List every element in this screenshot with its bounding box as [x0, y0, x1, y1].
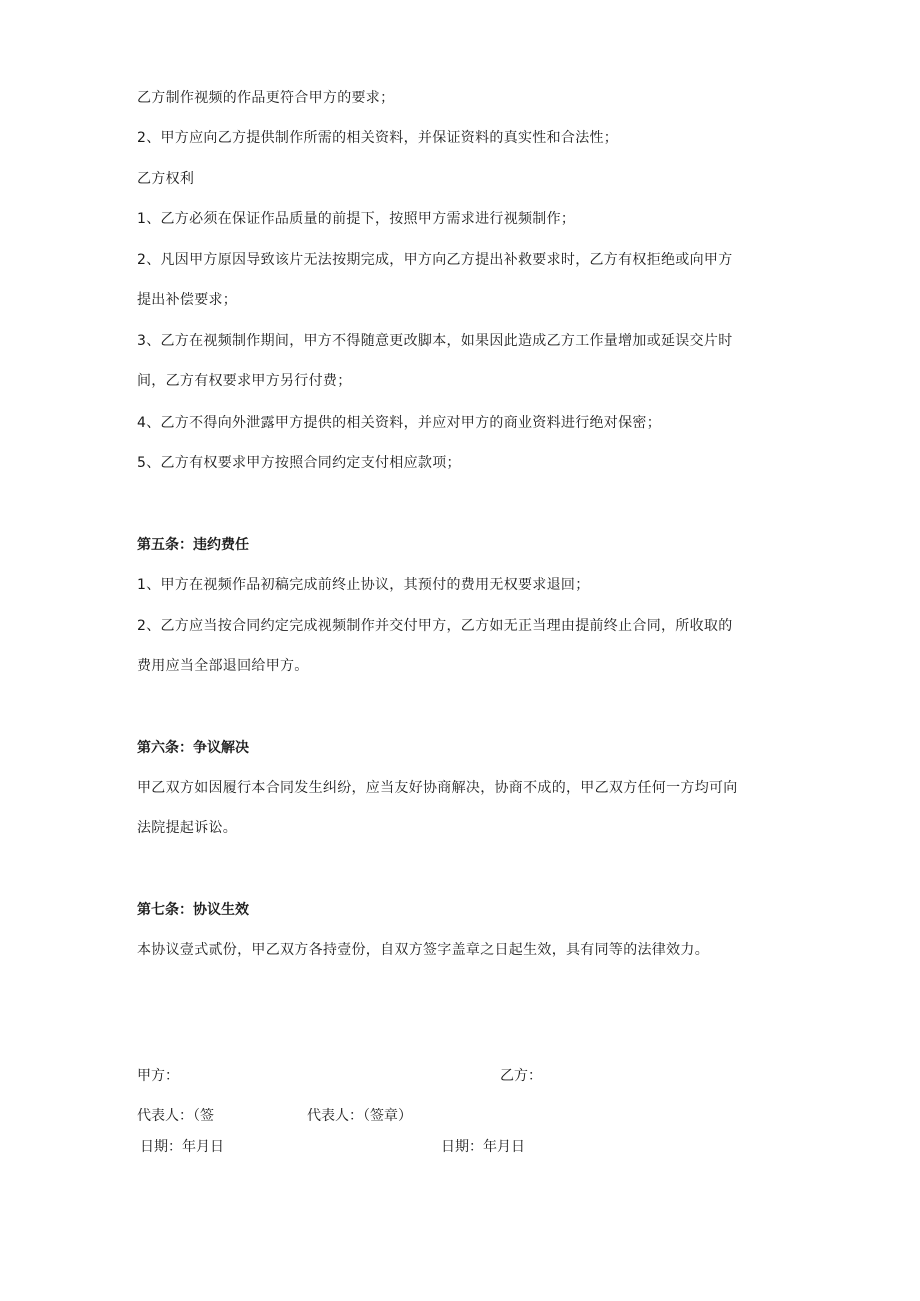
text-line: 间，乙方有权要求甲方另行付费； [137, 373, 352, 389]
text-line: 本协议壹式贰份，甲乙双方各持壹份，自双方签字盖章之日起生效，具有同等的法律效力。 [137, 942, 709, 958]
section-heading: 第六条：争议解决 [137, 740, 249, 756]
text-line: 1、乙方必须在保证作品质量的前提下，按照甲方需求进行视频制作； [137, 211, 576, 227]
representative-a-label: 代表人：（签 [137, 1108, 214, 1124]
text-line: 法院提起诉讼。 [137, 820, 238, 836]
text-line: 提出补偿要求； [137, 292, 238, 308]
date-a-label: 日期：年月日 [140, 1139, 224, 1155]
text-line: 2、甲方应向乙方提供制作所需的相关资料，并保证资料的真实性和合法性； [137, 130, 619, 146]
text-line: 2、乙方应当按合同约定完成视频制作并交付甲方，乙方如无正当理由提前终止合同，所收取的 [137, 618, 733, 634]
subheading-party-b-rights: 乙方权利 [137, 171, 195, 187]
text-line: 4、乙方不得向外泄露甲方提供的相关资料，并应对甲方的商业资料进行绝对保密； [137, 415, 662, 431]
text-line: 费用应当全部退回给甲方。 [137, 658, 309, 674]
text-line: 甲乙双方如因履行本合同发生纠纷，应当友好协商解决，协商不成的，甲乙双方任何一方均可向 [137, 780, 738, 796]
representative-b-label: 代表人：（签章） [307, 1108, 412, 1124]
text-line: 2、凡因甲方原因导致该片无法按期完成，甲方向乙方提出补救要求时，乙方有权拒绝或向甲方 [137, 252, 733, 268]
text-line: 乙方制作视频的作品更符合甲方的要求； [137, 90, 395, 106]
party-a-label: 甲方： [137, 1068, 179, 1084]
text-line: 5、乙方有权要求甲方按照合同约定支付相应款项； [137, 455, 461, 471]
section-heading: 第五条：违约费任 [137, 537, 249, 553]
text-line: 3、乙方在视频制作期间，甲方不得随意更改脚本，如果因此造成乙方工作量增加或延误交片时 [137, 333, 733, 349]
date-b-label: 日期：年月日 [441, 1139, 525, 1155]
text-line: 1、甲方在视频作品初稿完成前终止协议，其预付的费用无权要求退回； [137, 577, 590, 593]
party-b-label: 乙方： [500, 1068, 542, 1084]
section-heading: 第七条：协议生效 [137, 902, 249, 918]
